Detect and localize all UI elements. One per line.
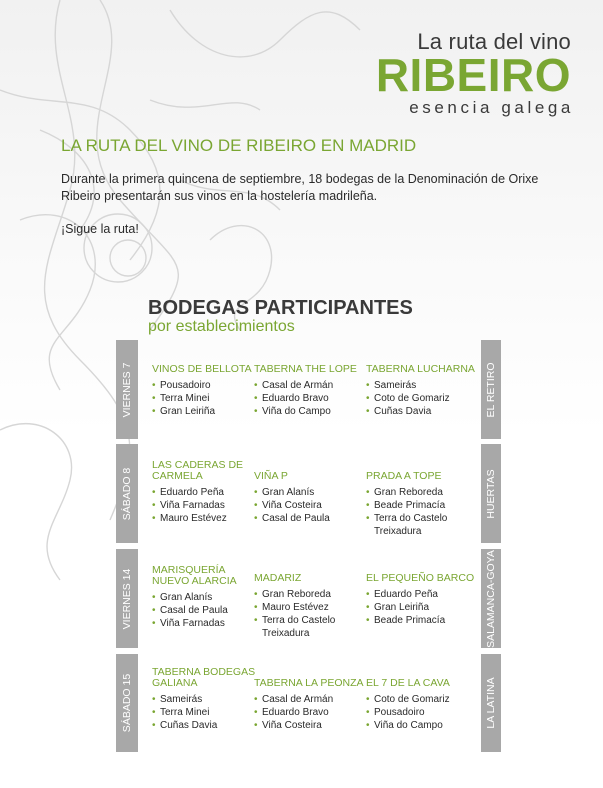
schedule-row [116, 340, 501, 439]
list-item: • Casal de Armán [254, 693, 366, 706]
section-title-sub: por establecimientos [148, 318, 295, 335]
venue-card [254, 364, 366, 418]
area-label: SALAMANCA-GOYA [481, 549, 501, 648]
venue-name: TABERNA BODEGAS GALIANA [152, 666, 256, 689]
list-item: • Sameirás [366, 379, 478, 392]
list-item: • Terra Minei [152, 392, 264, 405]
venue-name: VINOS DE BELLOTA [152, 363, 252, 375]
list-item: • Viña do Campo [254, 405, 366, 418]
list-item: • Gran Leiriña [152, 405, 264, 418]
day-label: SÁBADO 8 [116, 444, 138, 543]
venue-name: TABERNA LUCHARNA [366, 363, 475, 375]
day-label: VIERNES 14 [116, 549, 138, 648]
list-item: • Viña Costeira [254, 719, 366, 732]
venue-name: TABERNA LA PEONZA [254, 677, 364, 689]
venue-card [366, 573, 478, 627]
wine-list [152, 693, 264, 732]
logo-brand: RIBEIRO [375, 49, 571, 101]
wine-list [366, 588, 478, 627]
list-item: • Pousadoiro [366, 706, 478, 719]
schedule-row [116, 444, 501, 543]
list-item: • Coto de Gomariz [366, 693, 478, 706]
schedule-row [116, 654, 501, 752]
wine-list [152, 591, 264, 630]
venue-card [254, 573, 366, 640]
venue-card [366, 678, 478, 732]
wine-list [254, 693, 366, 732]
list-item: • Eduardo Bravo [254, 706, 366, 719]
logo-tagline-bottom: esencia galega [409, 98, 574, 117]
venue-card [366, 471, 478, 538]
venue-name: TABERNA THE LOPE [254, 363, 357, 375]
list-item: • Casal de Armán [254, 379, 366, 392]
logo-tagline-top: La ruta del vino [417, 29, 571, 54]
list-item: • Terra do Castelo Treixadura [366, 512, 478, 538]
area-label: EL RETIRO [481, 340, 501, 439]
list-item: • Mauro Estévez [152, 512, 264, 525]
venue-name: VIÑA P [254, 470, 288, 482]
intro-call-to-action: ¡Sigue la ruta! [61, 222, 139, 236]
section-title [148, 297, 413, 335]
list-item: • Sameirás [152, 693, 264, 706]
venue-card [152, 364, 264, 418]
wine-list [254, 379, 366, 418]
venue-card [152, 565, 264, 630]
area-label: LA LATINA [481, 654, 501, 752]
schedule-row [116, 549, 501, 648]
ribeiro-logo [375, 29, 574, 118]
wine-list [366, 486, 478, 538]
list-item: • Eduardo Bravo [254, 392, 366, 405]
day-label: SÁBADO 15 [116, 654, 138, 752]
section-title-main: BODEGAS PARTICIPANTES [148, 297, 413, 319]
wine-list [254, 588, 366, 640]
list-item: • Viña Farnadas [152, 499, 264, 512]
venue-card [152, 460, 264, 525]
venue-card [152, 667, 264, 732]
list-item: • Terra do Castelo Treixadura [254, 614, 366, 640]
wine-list [254, 486, 366, 525]
list-item: • Eduardo Peña [366, 588, 478, 601]
list-item: • Cuñas Davia [152, 719, 264, 732]
intro-section [61, 136, 581, 254]
list-item: • Gran Reboreda [366, 486, 478, 499]
venue-card [254, 678, 366, 732]
venues-grid [116, 340, 501, 752]
list-item: • Coto de Gomariz [366, 392, 478, 405]
list-item: • Viña do Campo [366, 719, 478, 732]
intro-paragraph: Durante la primera quincena de septiembre, 18 bodegas de la Denominación de Orixe Ribeiro presentarán sus vinos en la hostelería madrileña. [61, 172, 539, 203]
list-item: • Beade Primacía [366, 499, 478, 512]
venue-name: EL 7 DE LA CAVA [366, 677, 450, 689]
list-item: • Beade Primacía [366, 614, 478, 627]
area-label: HUERTAS [481, 444, 501, 543]
venue-name: EL PEQUEÑO BARCO [366, 572, 475, 584]
wine-list [152, 486, 264, 525]
list-item: • Gran Alanís [254, 486, 366, 499]
list-item: • Eduardo Peña [152, 486, 264, 499]
venue-name: LAS CADERAS DE CARMELA [152, 459, 244, 482]
list-item: • Gran Reboreda [254, 588, 366, 601]
venue-name: MARISQUERÍA NUEVO ALARCIA [152, 564, 237, 587]
wine-list [152, 379, 264, 418]
venue-name: PRADA A TOPE [366, 470, 442, 482]
list-item: • Gran Leiriña [366, 601, 478, 614]
list-item: • Terra Minei [152, 706, 264, 719]
list-item: • Casal de Paula [152, 604, 264, 617]
list-item: • Gran Alanís [152, 591, 264, 604]
venue-name: MADARIZ [254, 572, 302, 584]
venue-card [254, 471, 366, 525]
list-item: • Viña Farnadas [152, 617, 264, 630]
list-item: • Mauro Estévez [254, 601, 366, 614]
wine-list [366, 379, 478, 418]
list-item: • Casal de Paula [254, 512, 366, 525]
day-label: VIERNES 7 [116, 340, 138, 439]
list-item: • Cuñas Davia [366, 405, 478, 418]
venue-card [366, 364, 478, 418]
list-item: • Pousadoiro [152, 379, 264, 392]
wine-list [366, 693, 478, 732]
page-heading: LA RUTA DEL VINO DE RIBEIRO EN MADRID [61, 136, 417, 155]
list-item: • Viña Costeira [254, 499, 366, 512]
